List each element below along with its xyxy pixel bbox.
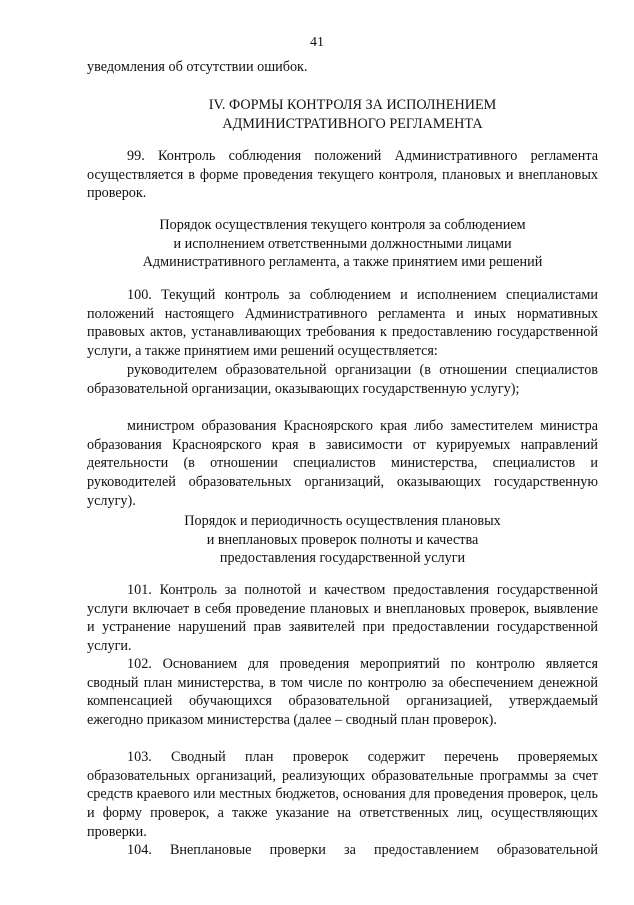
subheading-planned-inspections (87, 512, 598, 568)
section-title-line-2: АДМИНИСТРАТИВНОГО РЕГЛАМЕНТА (222, 115, 483, 132)
subheading-1-line-2: и исполнением ответственными должностными лицами (173, 235, 512, 252)
paragraph-101: 101. Контроль за полнотой и качеством предоставления государственной услуги включает в себя проведение плановых и внеплановых проверок, выявление и устранение нарушений прав заявителей при предоставлении государственной услуги. (87, 582, 598, 655)
page-number: 41 (310, 35, 324, 50)
subheading-current-control (87, 216, 598, 272)
paragraph-100-item-b: министром образования Красноярского края либо заместителем министра образования Красноярского края в зависимости от курируемых направлений деятельности (в отношении специалистов министерства, специалистов и руководителей образовательных организаций, оказывающих государственную услугу). (87, 418, 598, 509)
section-title-line-1: IV. ФОРМЫ КОНТРОЛЯ ЗА ИСПОЛНЕНИЕМ (208, 97, 497, 113)
paragraph-104: 104. Внеплановые проверки за предоставлением образовательной (127, 842, 598, 858)
subheading-2-line-3: предоставления государственной услуги (219, 550, 466, 567)
paragraph-100-item-a: руководителем образовательной организации (в отношении специалистов образовательной организации, оказывающих государственную услугу); (87, 362, 598, 397)
paragraph-102: 102. Основанием для проведения мероприятий по контролю является сводный план министерства, в том числе по контролю за обеспечением денежной компенсацией обучающихся образовательной организацией, утверждаемый ежегодно приказом министерства (далее – сводный план проверок). (87, 656, 598, 729)
paragraph-100: 100. Текущий контроль за соблюдением и исполнением специалистами положений настоящего Административного регламента и иных нормативных правовых актов, устанавливающих требования к предоставлению государственной услуги, а также принятием ими решений осуществляется: (87, 287, 598, 360)
section-title (97, 96, 608, 133)
paragraph-103: 103. Сводный план проверок содержит перечень проверяемых образовательных организаций, реализующих образовательные программы за счет средств краевого или местных бюджетов, основания для проведения проверок, цель и форму проверок, а также указание на ответственных лиц, осуществляющих проверки. (87, 749, 598, 840)
continuation-text: уведомления об отсутствии ошибок. (87, 59, 308, 75)
paragraph-99: 99. Контроль соблюдения положений Административного регламента осуществляется в форме проведения текущего контроля, плановых и внеплановых проверок. (87, 148, 598, 202)
subheading-1-line-3: Административного регламента, а также принятием ими решений (142, 254, 543, 271)
subheading-2-line-2: и внеплановых проверок полноты и качества (206, 531, 479, 548)
subheading-2-line-1: Порядок и периодичность осуществления плановых (184, 513, 501, 529)
subheading-1-line-1: Порядок осуществления текущего контроля за соблюдением (159, 217, 526, 233)
